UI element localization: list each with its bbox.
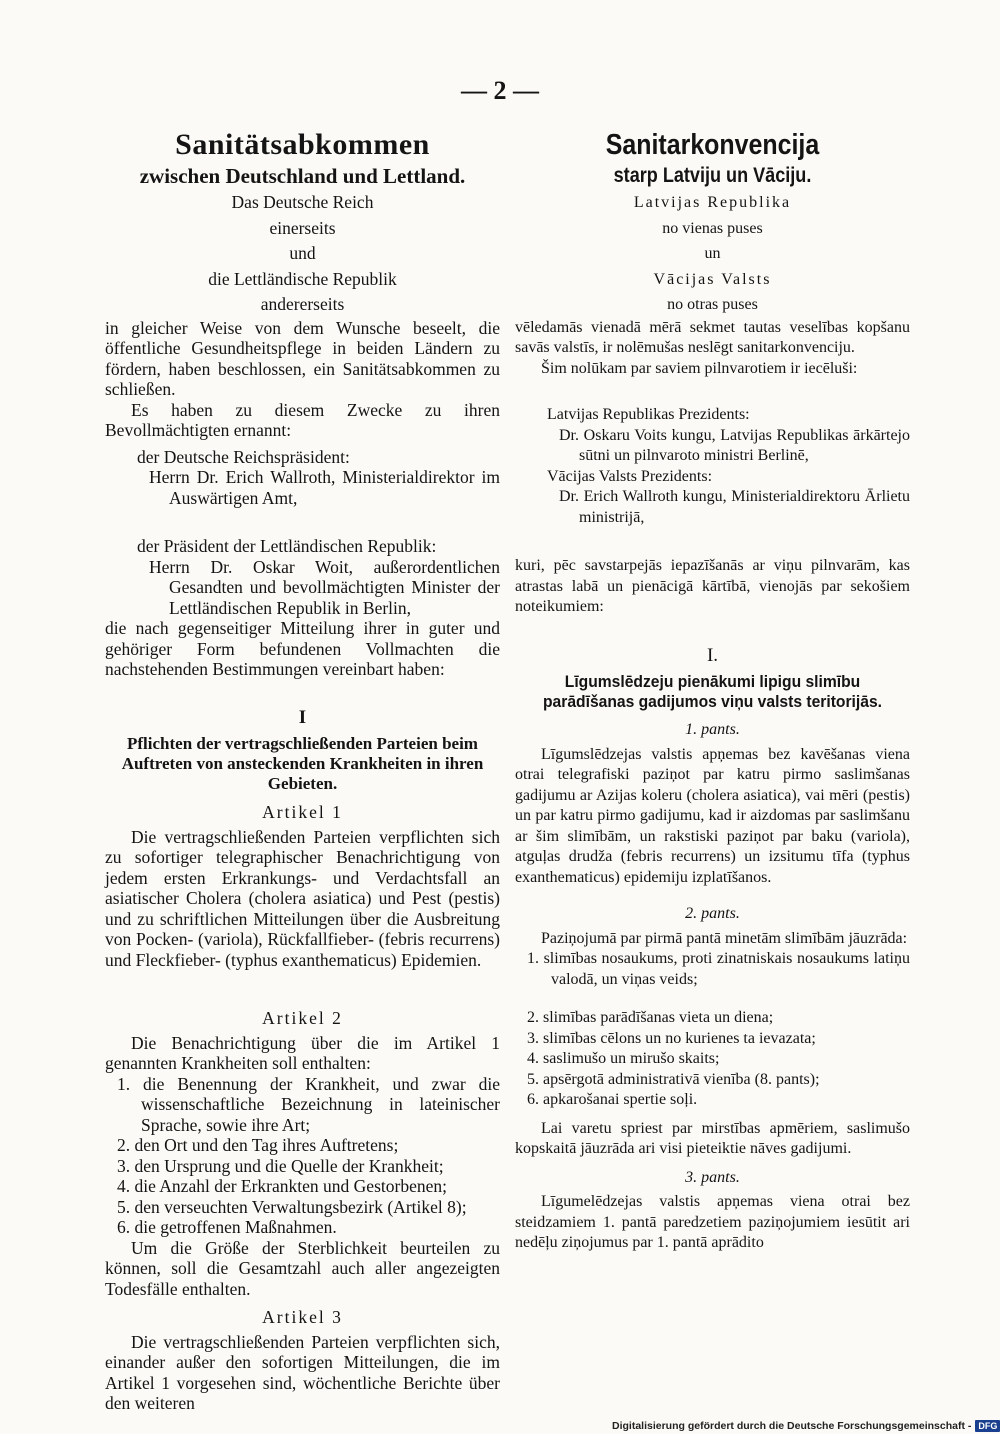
digitization-credit-text: Digitalisierung gefördert durch die Deutsche Forschungsgemeinschaft - — [612, 1420, 972, 1432]
german-article1-text: Die vertragschließenden Parteien verpflichten sich zu sofortiger telegraphischer Benachrichtigung von jedem ersten Erkrankungs- und Verdachtsfall an asiatischer Cholera (cholera asiatica) und Pest (pestis) und zu schriftlichen Mitteilungen über die Ausbreitung von Pocken- (variola), Rückfallfieber- (febris recurrens) und Fleckfieber- (typhus exanthematicus) Epidemien. — [105, 826, 500, 970]
list-item: 3. slimības cēlons un no kurienes ta ievazata; — [527, 1029, 816, 1047]
latvian-person2: Dr. Erich Wallroth kungu, Ministerialdirektoru Ārlietu ministrijā, — [559, 488, 910, 526]
latvian-column — [515, 118, 910, 1254]
german-article2-heading: Artikel 2 — [262, 1008, 343, 1028]
latvian-and: un — [704, 245, 721, 262]
latvian-article3-heading: 3. pants. — [685, 1168, 740, 1186]
list-item: 6. die getroffenen Maßnahmen. — [117, 1217, 337, 1237]
latvian-article1-text: Līgumslēdzejas valstis apņemas bez kavēšanas viena otrai telegrafiski paziņot par katru pirmo saslimšanas gadijumu ar Azijas koleru (cholera asiatica), vai mēri (pestis) un par katru pirmo gadijumu, kad ir aizdomas par saslimšanu ar šim slimībām, un rakstiski paziņot par baku (variola), atguļas drudža (febris recurrens) un izsitumu tīfa (typhus exanthematicus) epidemiju izplatīšanos. — [515, 745, 910, 886]
german-article2-intro: Die Benachrichtigung über die im Artikel 1 genannten Krankheiten soll enthalten: — [105, 1032, 500, 1073]
list-item: 2. slimības parādīšanas vieta un diena; — [527, 1009, 774, 1026]
list-item: 2. den Ort und den Tag ihres Auftretens; — [117, 1135, 399, 1155]
digitization-credit — [612, 1419, 998, 1433]
latvian-party2-side: no otras puses — [667, 296, 758, 313]
list-item: 5. den verseuchten Verwaltungsbezirk (Artikel 8); — [117, 1196, 467, 1217]
latvian-article2-list — [515, 949, 910, 1111]
latvian-preamble: vēledamās vienadā mērā sekmet tautas veselības kopšanu savās valstīs, ir nolēmušas neslēgt sanitarkonvenciju. — [515, 318, 910, 356]
german-role1: der Deutsche Reichspräsident: — [137, 446, 350, 467]
german-article3-heading: Artikel 3 — [262, 1307, 343, 1327]
german-person2: Herrn Dr. Oskar Woit, außerordentlichen Gesandten und bevollmächtigten Minister der Lettländischen Republik in Berlin, — [149, 556, 500, 618]
german-agreement: die nach gegenseitiger Mitteilung ihrer in guter und gehöriger Form befundenen Vollmachten die nachstehenden Bestimmungen vereinbart haben: — [105, 618, 500, 679]
latvian-article1-heading: 1. pants. — [685, 721, 740, 738]
list-item: 5. apsērgotā administrativā vienība (8. pants); — [527, 1070, 820, 1088]
german-party1: Das Deutsche Reich — [231, 192, 374, 212]
latvian-role2: Vācijas Valsts Prezidents: — [547, 467, 713, 485]
german-article3-text: Die vertragschließenden Parteien verpflichten sich, einander außer den sofortigen Mitteilungen, die im Artikel 1 vorgesehen sind, wöchentliche Berichte über den weiteren — [105, 1331, 500, 1413]
latvian-plenipotentiaries-intro: Šim nolūkam par saviem pilnvarotiem ir iecēluši: — [541, 359, 858, 377]
german-party2-side: andererseits — [260, 294, 345, 314]
latvian-party1-side: no vienas puses — [662, 219, 763, 237]
latvian-person1: Dr. Oskaru Voits kungu, Latvijas Republikas ārkārtejo sūtni un pilnvaroto ministri Berlinē, — [559, 426, 910, 464]
latvian-party2: Vācijas Valsts — [653, 270, 772, 288]
german-article1-heading: Artikel 1 — [262, 802, 343, 822]
list-item: 6. apkarošanai spertie soļi. — [527, 1091, 698, 1108]
page-number: — 2 — — [461, 76, 539, 105]
latvian-section-title: Līgumslēdzeju pienākumi lipigu slimību parādīšanas gadijumos viņu valsts teritorijās. — [543, 672, 882, 711]
german-section-title: Pflichten der vertragschließenden Parteien beim Auftreten von ansteckenden Krankheiten in ihren Gebieten. — [121, 734, 484, 793]
german-title: Sanitätsabkommen — [175, 128, 430, 161]
dfg-logo: DFG — [975, 1420, 1000, 1432]
german-plenipotentiaries-intro: Es haben zu diesem Zwecke zu ihren Bevollmächtigten ernannt: — [105, 399, 500, 440]
latvian-subtitle: starp Latviju un Vāciju. — [613, 164, 812, 187]
latvian-article2-intro: Paziņojumā par pirmā pantā minetām slimībām jāuzrāda: — [541, 929, 908, 947]
latvian-article3-text: Līgumelēdzejas valstis apņemas viena otrai bez steidzamiem 1. pantā paredzetiem paziņojumiem iesūtit ari nedēļu ziņojumus par 1. pantā aprādito — [515, 1193, 910, 1251]
list-item: 1. die Benennung der Krankheit, und zwar die wissenschaftliche Bezeichnung in lateinischer Sprache, sowie ihre Art; — [117, 1073, 500, 1135]
german-article2-closing: Um die Größe der Sterblichkeit beurteilen zu können, soll die Gesamtzahl auch aller angezeigten Todesfälle enthalten. — [105, 1237, 500, 1299]
latvian-role1: Latvijas Republikas Prezidents: — [547, 406, 750, 423]
german-column — [105, 118, 500, 1414]
list-item: 3. den Ursprung und die Quelle der Krankheit; — [117, 1155, 444, 1176]
german-person1: Herrn Dr. Erich Wallroth, Ministerialdirektor im Auswärtigen Amt, — [149, 467, 500, 508]
german-and: und — [289, 243, 316, 263]
latvian-section-number: I. — [706, 644, 719, 666]
latvian-article2-heading: 2. pants. — [685, 905, 740, 922]
latvian-article2-closing: Lai varetu spriest par mirstības apmēriem, saslimušo kopskaitā jāuzrāda ari visi pieteiktie nāves gadijumi. — [515, 1119, 910, 1157]
german-subtitle: zwischen Deutschland und Lettland. — [139, 164, 466, 188]
list-item: 4. die Anzahl der Erkrankten und Gestorbenen; — [117, 1176, 447, 1196]
german-party1-side: einerseits — [269, 217, 336, 238]
german-section-number: I — [298, 706, 307, 728]
latvian-agreement: kuri, pēc savstarpejās iepazīšanās ar viņu pilnvarām, kas atrastas labā un pienācigā kārtībā, vienojās par sekošiem noteikumiem: — [515, 557, 910, 615]
latvian-party1: Latvijas Republika — [633, 194, 792, 211]
latvian-title: Sanitarkonvencija — [605, 129, 820, 161]
list-item: 4. saslimušo un mirušo skaits; — [527, 1050, 720, 1067]
list-item: 1. slimības nosaukums, proti zinatniskais nosaukums latiņu valodā, un viņas veids; — [527, 950, 910, 988]
german-role2: der Präsident der Lettländischen Republik: — [137, 536, 437, 556]
german-article2-list — [105, 1074, 500, 1238]
german-preamble: in gleicher Weise von dem Wunsche beseelt, die öffentliche Gesundheitspflege in beiden Ländern zu fördern, haben beschlossen, ein Sanitätsabkommen zu schließen. — [105, 317, 500, 399]
german-party2: die Lettländische Republik — [208, 268, 397, 289]
